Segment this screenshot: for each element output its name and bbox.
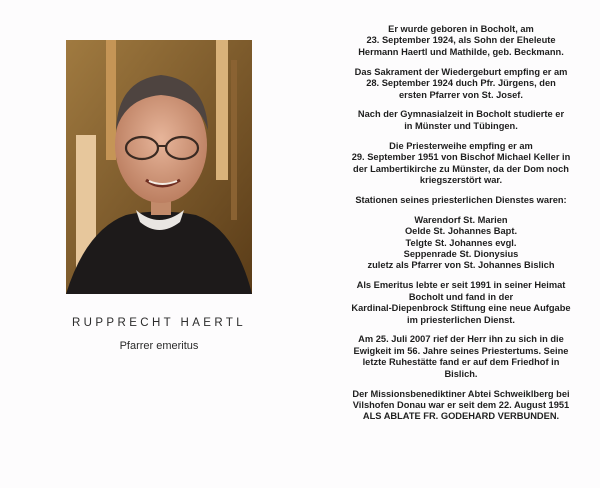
biography-paragraph [326, 109, 596, 132]
biography-line: im priesterlichen Dienst. [407, 314, 515, 325]
biography-line: der Lambertikirche zu Münster, da der Dom noch [353, 163, 569, 174]
biography-paragraph [326, 280, 596, 326]
biography-line: Hermann Haertl und Mathilde, geb. Beckmann. [358, 46, 564, 57]
biography-line: Warendorf St. Marien [414, 214, 508, 225]
biography-line: Telgte St. Johannes evgl. [405, 237, 517, 248]
biography-line: kriegszerstört war. [419, 174, 503, 185]
deceased-name: RUPPRECHT HAERTL [71, 317, 247, 329]
portrait-photo [66, 40, 252, 294]
biography-line: ALS ABLATE FR. GODEHARD VERBUNDEN. [362, 411, 560, 422]
biography-line: Oelde St. Johannes Bapt. [404, 226, 518, 237]
biography-line: Die Priesterweihe empfing er am [389, 140, 533, 151]
biography-line: 23. September 1924, als Sohn der Eheleute [366, 35, 556, 46]
biography-line: Stationen seines priesterlichen Dienstes waren: [355, 194, 567, 205]
biography-line: Vilshofen Donau war er seit dem 22. August 1951 [352, 399, 570, 410]
biography-line: in Münster und Tübingen. [404, 120, 518, 131]
biography-paragraph [326, 334, 596, 380]
biography-line: Ewigkeit im 56. Jahre seines Priestertums. Seine [353, 345, 569, 356]
biography-line: Kardinal-Diepenbrock Stiftung eine neue Aufgabe [351, 303, 571, 314]
biography-line: 29. September 1951 von Bischof Michael Keller in [351, 152, 571, 163]
biography-line: Er wurde geboren in Bocholt, am [388, 24, 534, 34]
biography-paragraph [326, 24, 596, 58]
biography-line: Seppenrade St. Dionysius [403, 249, 519, 259]
biography-paragraph [326, 215, 596, 272]
biography-line: Bislich. [444, 368, 478, 379]
deceased-title: Pfarrer emeritus [119, 340, 199, 352]
biography-line: Als Emeritus lebte er seit 1991 in seiner Heimat [356, 280, 566, 291]
biography-line: Am 25. Juli 2007 rief der Herr ihn zu sich in die [358, 334, 564, 345]
biography-paragraph [326, 67, 596, 101]
biography-line: Nach der Gymnasialzeit in Bocholt studierte er [357, 109, 565, 120]
biography-line: ersten Pfarrer von St. Josef. [398, 89, 523, 100]
biography-line: Der Missionsbenediktiner Abtei Schweiklberg bei [352, 388, 570, 399]
biography-line: letzte Ruhestätte fand er auf dem Friedhof in [362, 357, 560, 368]
biography-paragraph [326, 195, 596, 206]
biography-line: Das Sakrament der Wiedergeburt empfing er am [354, 66, 568, 77]
biography-paragraph [326, 389, 596, 423]
biography-text [326, 24, 596, 431]
biography-line: zuletz als Pfarrer von St. Johannes Bislich [367, 260, 555, 271]
biography-line: 28. September 1924 duch Pfr. Jürgens, den [366, 78, 556, 89]
biography-line: Bocholt und fand in der [408, 291, 514, 302]
biography-paragraph [326, 141, 596, 187]
